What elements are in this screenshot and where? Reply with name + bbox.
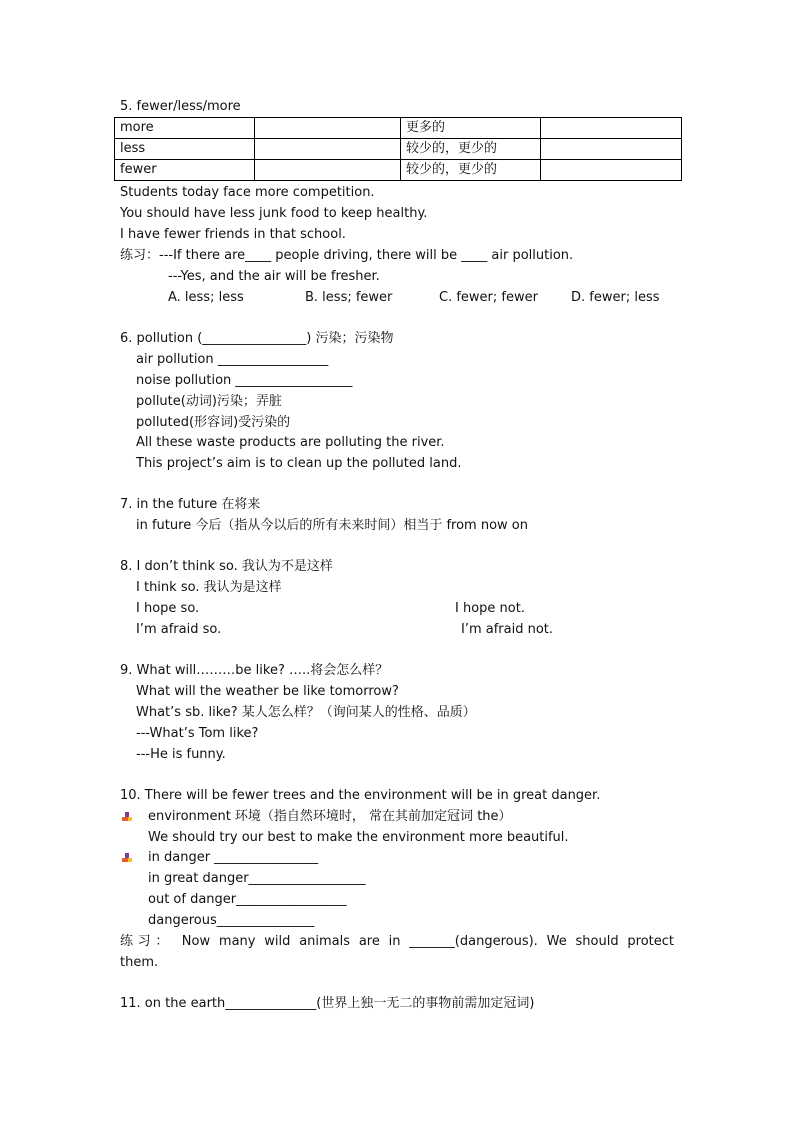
table-cell — [255, 160, 401, 181]
vocab-line: I hope so. — [136, 601, 200, 616]
table-cell: more — [115, 118, 255, 139]
table-cell — [541, 139, 682, 160]
example-sentence: All these waste products are polluting the river. — [136, 435, 445, 450]
option-d: D. fewer; less — [571, 290, 660, 305]
section-7-title: 7. in the future 在将来 — [120, 497, 261, 512]
bullet-icon — [122, 812, 132, 822]
vocab-line: pollute(动词)污染；弄脏 — [136, 394, 282, 409]
section-10-title: 10. There will be fewer trees and the environment will be in great danger. — [120, 788, 601, 803]
table-row — [115, 118, 682, 139]
vocab-line: in danger ________________ — [148, 850, 319, 865]
table-cell: less — [115, 139, 255, 160]
vocab-line: noise pollution __________________ — [136, 373, 353, 388]
dialogue-line: ---What’s Tom like? — [136, 726, 259, 741]
vocab-line: out of danger_________________ — [148, 892, 347, 907]
table-cell — [255, 139, 401, 160]
option-c: C. fewer; fewer — [439, 290, 538, 305]
example-sentence: We should try our best to make the environment more beautiful. — [148, 830, 569, 845]
vocab-line: environment 环境（指自然环境时， 常在其前加定冠词 the） — [148, 809, 512, 824]
section-9-title: 9. What will………be like? …..将会怎么样？ — [120, 663, 389, 678]
practice-question: 练习： Now many wild animals are in _______(dangerous). We should protect — [120, 934, 674, 949]
vocab-line: What’s sb. like? 某人怎么样？（询问某人的性格、品质） — [136, 705, 476, 720]
table-row — [115, 160, 682, 181]
example-sentence: I have fewer friends in that school. — [120, 227, 346, 242]
table-cell — [541, 160, 682, 181]
section-6-title: 6. pollution (________________) 污染；污染物 — [120, 331, 394, 346]
option-b: B. less; fewer — [305, 290, 393, 305]
vocab-line: I hope not. — [455, 601, 525, 616]
table-cell — [541, 118, 682, 139]
vocab-line: I think so. 我认为是这样 — [136, 580, 282, 595]
option-a: A. less; less — [168, 290, 244, 305]
example-sentence: Students today face more competition. — [120, 185, 375, 200]
table-cell — [255, 118, 401, 139]
table-cell: 较少的，更少的 — [401, 139, 541, 160]
table-cell: 较少的，更少的 — [401, 160, 541, 181]
example-sentence: This project’s aim is to clean up the polluted land. — [136, 456, 462, 471]
dialogue-line: ---He is funny. — [136, 747, 226, 762]
practice-reply: ---Yes, and the air will be fresher. — [168, 269, 380, 284]
vocab-line: in great danger__________________ — [148, 871, 366, 886]
table-cell: 更多的 — [401, 118, 541, 139]
table-cell: fewer — [115, 160, 255, 181]
practice-question: 练习：---If there are____ people driving, there will be ____ air pollution. — [120, 248, 574, 263]
vocab-line: dangerous_______________ — [148, 913, 315, 928]
bullet-icon — [122, 853, 132, 863]
section-11-title: 11. on the earth______________(世界上独一无二的事物前需加定冠词) — [120, 996, 535, 1011]
table-row — [115, 139, 682, 160]
vocab-line: in future 今后（指从今以后的所有未来时间）相当于 from now on — [136, 518, 528, 533]
section-8-title: 8. I don’t think so. 我认为不是这样 — [120, 559, 333, 574]
example-sentence: You should have less junk food to keep healthy. — [120, 206, 428, 221]
section-5-title: 5. fewer/less/more — [120, 99, 241, 114]
vocab-line: I’m afraid so. — [136, 622, 222, 637]
vocab-line: air pollution _________________ — [136, 352, 329, 367]
practice-question-cont: them. — [120, 955, 159, 970]
vocab-line: polluted(形容词)受污染的 — [136, 415, 291, 430]
vocab-line: I’m afraid not. — [461, 622, 554, 637]
example-sentence: What will the weather be like tomorrow? — [136, 684, 399, 699]
vocab-table — [114, 117, 682, 181]
